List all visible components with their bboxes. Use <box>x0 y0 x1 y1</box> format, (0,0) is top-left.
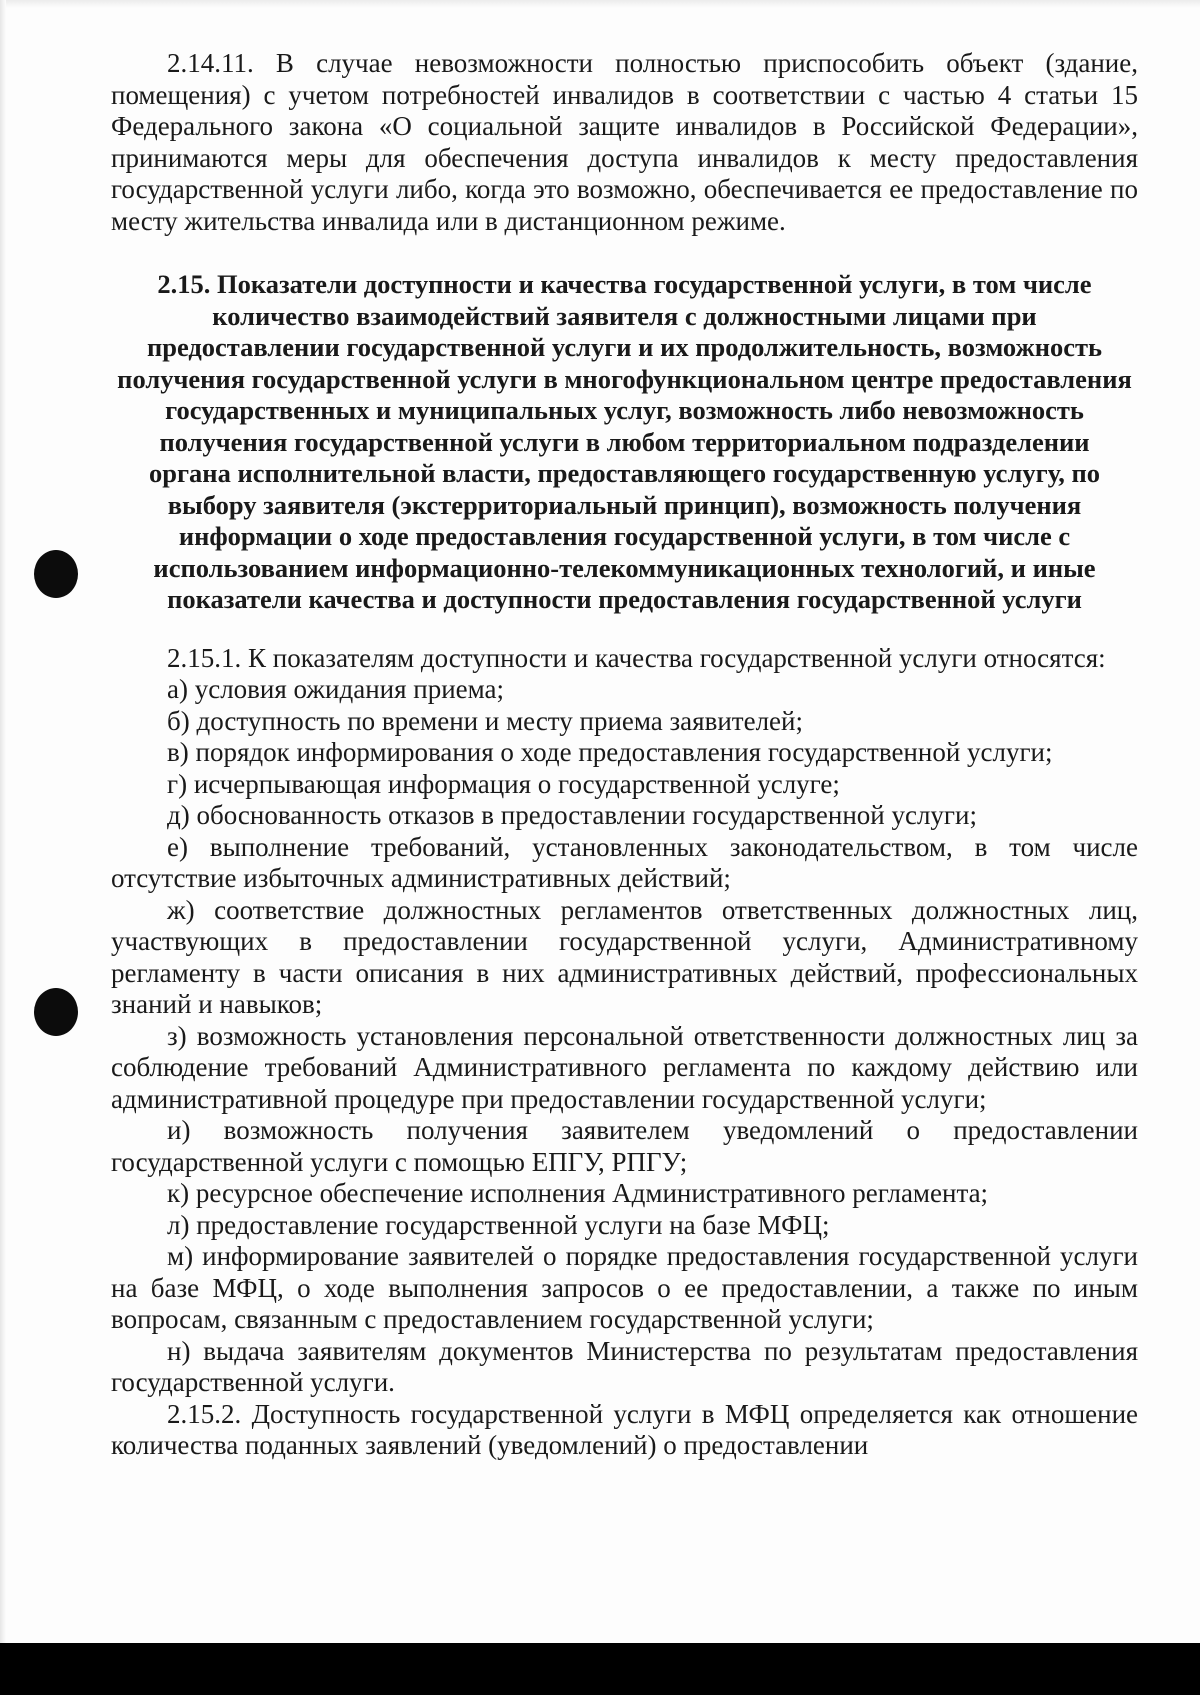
list-item-b: б) доступность по времени и месту приема заявителей; <box>167 705 803 736</box>
list-item-z: з) возможность установления персональной ответственности должностных лиц за соблюдение требований Административного регламента по каждому действию или административной процедуре при предоставлении государственной услуги; <box>111 1020 1138 1114</box>
paragraph-2-15-2: 2.15.2. Доступность государственной услуги в МФЦ определяется как отношение количества поданных заявлений (уведомлений) о предоставлении <box>111 1398 1138 1460</box>
scan-bottom-border <box>0 1643 1200 1695</box>
scan-edge-top <box>0 0 1200 8</box>
document-body <box>111 48 1138 1462</box>
section-heading-2-15: 2.15. Показатели доступности и качества государственной услуги, в том числе количество взаимодействий заявителя с должностными лицами при предоставлении государственной услуги и их продолжительность, возможность получения государственной услуги в многофункциональном центре предоставления государственных и муниципальных услуг, возможность либо невозможность получения государственной услуги в любом территориальном подразделении органа исполнительной власти, предоставляющего государственную услугу, по выбору заявителя (экстерриториальный принцип), возможность получения информации о ходе предоставления государственной услуги, в том числе с использованием информационно-телекоммуникационных технологий, и иные показатели качества и доступности предоставления государственной услуги <box>117 269 1132 614</box>
list-item-k: к) ресурсное обеспечение исполнения Административного регламента; <box>167 1178 989 1208</box>
list-item-m: м) информирование заявителей о порядке предоставления государственной услуги на базе МФЦ, о ходе выполнения запросов о ее предоставлении, а также по иным вопросам, связанным с предоставлением государственной услуги; <box>111 1241 1138 1334</box>
list-item-v: в) порядок информирования о ходе предоставления государственной услуги; <box>167 737 1053 767</box>
list-item-d: д) обоснованность отказов в предоставлении государственной услуги; <box>167 800 977 830</box>
list-item-l: л) предоставление государственной услуги на базе МФЦ; <box>167 1209 830 1240</box>
list-item-zh: ж) соответствие должностных регламентов ответственных должностных лиц, участвующих в предоставлении государственной услуги, Административному регламенту в части описания в них административных действий, профессиональных знаний и навыков; <box>111 894 1138 1019</box>
list-item-n: н) выдача заявителям документов Министерства по результатам предоставления государственной услуги. <box>111 1335 1138 1397</box>
list-item-e: е) выполнение требований, установленных законодательством, в том числе отсутствие избыточных административных действий; <box>111 831 1138 893</box>
paragraph-2-14-11: 2.14.11. В случае невозможности полностью приспособить объект (здание, помещения) с учетом потребностей инвалидов в соответствии с частью 4 статьи 15 Федерального закона «О социальной защите инвалидов в Российской Федерации», принимаются меры для обеспечения доступа инвалидов к месту предоставления государственной услуги либо, когда это возможно, обеспечивается ее предоставление по месту жительства инвалида или в дистанционном режиме. <box>111 48 1138 236</box>
punch-hole-mark <box>34 988 78 1036</box>
list-item-g: г) исчерпывающая информация о государственной услуге; <box>167 768 840 799</box>
paragraph-2-15-1: 2.15.1. К показателям доступности и качества государственной услуги относятся: <box>167 642 1106 673</box>
punch-hole-mark <box>34 550 78 598</box>
scan-edge-left <box>0 0 6 1643</box>
list-item-i: и) возможность получения заявителем уведомлений о предоставлении государственной услуги с помощью ЕПГУ, РПГУ; <box>111 1115 1138 1177</box>
list-item-a: а) условия ожидания приема; <box>167 674 505 704</box>
